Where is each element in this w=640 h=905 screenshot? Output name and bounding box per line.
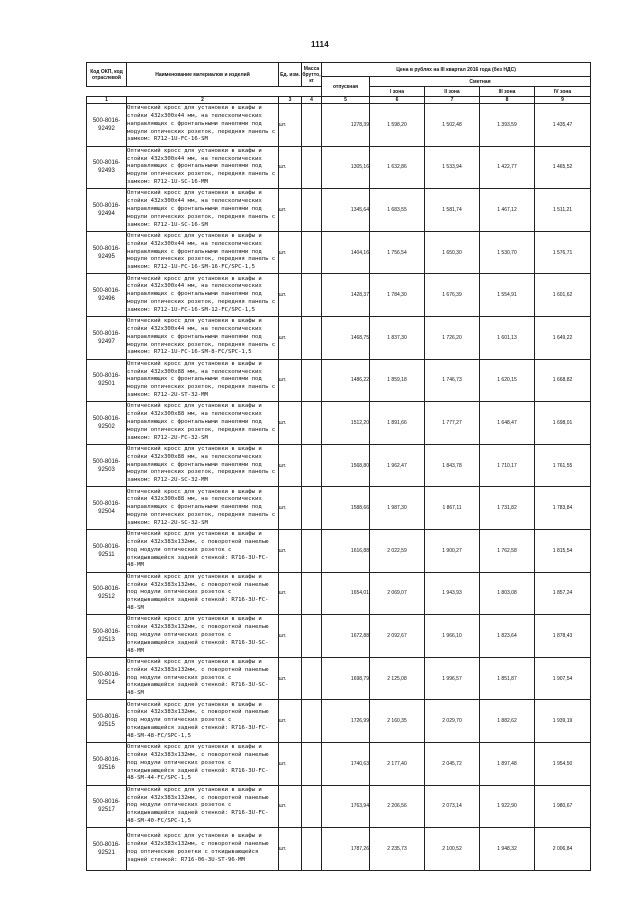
price-release: 1278,39	[322, 104, 370, 147]
price-zone-1: 1 756,54	[370, 231, 425, 274]
price-zone-1: 1 683,55	[370, 189, 425, 232]
column-number: 2	[127, 97, 279, 104]
item-name-text: Оптический кросс для установки в шкафы и стойки 432х300х44 мм, на телескопических направляющих с фронтальными панелями под модули оптических розеток, передняя панель с замком: R712-1U-FC-16-SM-8-FC/SPC-1,5	[127, 318, 276, 356]
item-name-text: Оптический кросс для установки в шкафы и стойки 432х300х44 мм, на телескопических направляющих с фронтальными панелями под модули оптических розеток, передняя панель с замком: R712-1U-SC-16-SM	[127, 190, 276, 228]
price-zone-2: 1 533,94	[425, 146, 480, 189]
price-zone-1: 2 206,56	[370, 785, 425, 828]
item-mass	[302, 274, 322, 317]
item-unit: шт.	[279, 316, 302, 359]
item-code: 500-8016-92516	[87, 742, 127, 785]
item-name-text: Оптический кросс для установки в шкафы и стойки 432х300х44 мм, на телескопических направляющих с фронтальными панелями под модули оптических розеток, передняя панель с замком: R712-1U-SC-16-MM	[127, 147, 276, 186]
item-mass	[302, 104, 322, 147]
price-zone-3: 1 897,48	[480, 742, 535, 785]
header-estimate: Сметная	[370, 77, 591, 87]
item-unit: шт.	[279, 402, 302, 445]
price-release: 1740,63	[322, 742, 370, 785]
price-release: 1512,20	[322, 402, 370, 445]
column-number-row	[87, 97, 591, 104]
item-name-text: Оптический кросс для установки в шкафы и стойки 432х300х88 мм, на телескопических направляющих с фронтальными панелями под модули оптических розеток, передняя панель с замком: R712-2U-SC-32-MM	[127, 446, 276, 484]
price-zone-4: 1 783,84	[535, 487, 591, 530]
column-number: 1	[87, 97, 127, 104]
price-zone-2: 1 581,74	[425, 189, 480, 232]
item-mass	[302, 785, 322, 828]
price-zone-3: 1 731,82	[480, 487, 535, 530]
price-release: 1428,37	[322, 274, 370, 317]
item-name	[127, 316, 279, 359]
item-mass	[302, 146, 322, 189]
item-name-text: Оптический кросс для установки в шкафы и стойки 432х383х132мм, с поворотной панелью под модули оптических розеток с откидывающейся задней стенкой: R716-3U-FC-48-SM-44-FC/SPC-1,5	[127, 744, 269, 782]
price-zone-4: 1 939,19	[535, 700, 591, 743]
price-zone-1: 1 837,30	[370, 316, 425, 359]
price-zone-2: 1 996,57	[425, 657, 480, 700]
price-zone-4: 1 954,50	[535, 742, 591, 785]
item-name	[127, 231, 279, 274]
table-row	[87, 104, 591, 147]
item-name-text: Оптический кросс для установки в шкафы и стойки 432х383х132мм, с поворотной панелью под модули оптических розеток с откидывающейся задней стенкой: R716-3U-SC-48-MM	[127, 616, 269, 654]
price-zone-3: 1 851,87	[480, 657, 535, 700]
header-zone-1: I зона	[370, 87, 425, 97]
item-name-text: Оптический кросс для установки в шкафы и стойки 432х300х44 мм, на телескопических направляющих с фронтальными панелями под модули оптических розеток, передняя панель с замком: R712-1U-FC-16-SM-12-FC/SPC-1,5	[127, 275, 276, 313]
header-price-title: Цена в рублях на III квартал 2016 года (без НДС)	[322, 63, 591, 77]
price-release: 1654,01	[322, 572, 370, 615]
table-body	[87, 104, 591, 871]
price-release: 1588,66	[322, 487, 370, 530]
item-unit: шт.	[279, 104, 302, 147]
header-zone-4: IV зона	[535, 87, 591, 97]
item-mass	[302, 231, 322, 274]
table-row	[87, 402, 591, 445]
price-zone-1: 2 069,07	[370, 572, 425, 615]
column-number: 3	[279, 97, 302, 104]
item-code: 500-8016-92521	[87, 828, 127, 871]
price-release: 1672,88	[322, 615, 370, 658]
item-unit: шт.	[279, 274, 302, 317]
price-zone-4: 2 006,84	[535, 828, 591, 871]
header-name: Наименование материалов и изделий	[127, 63, 279, 87]
item-code: 500-8016-92511	[87, 529, 127, 572]
price-zone-1: 1 632,86	[370, 146, 425, 189]
price-zone-4: 1 435,47	[535, 104, 591, 147]
price-zone-4: 1 576,71	[535, 231, 591, 274]
price-release: 1305,16	[322, 146, 370, 189]
item-code: 500-8016-92512	[87, 572, 127, 615]
price-zone-3: 1 601,13	[480, 316, 535, 359]
item-name	[127, 785, 279, 828]
column-number: 5	[322, 97, 370, 104]
item-unit: шт.	[279, 700, 302, 743]
price-release: 1568,80	[322, 444, 370, 487]
item-name	[127, 359, 279, 402]
price-zone-4: 1 465,52	[535, 146, 591, 189]
price-zone-4: 1 857,24	[535, 572, 591, 615]
item-mass	[302, 529, 322, 572]
price-release: 1468,75	[322, 316, 370, 359]
price-release: 1787,26	[322, 828, 370, 871]
item-name-text: Оптический кросс для установки в шкафы и стойки 432х383х132мм, с поворотной панелью под модули оптических розеток с откидывающейся задней стенкой: R716-3U-FC-48-SM-48-FC/SPC-1,5	[127, 701, 269, 739]
item-name-text: Оптический кросс для установки в шкафы и стойки 432х300х44 мм, на телескопических направляющих с фронтальными панелями под модули оптических розеток, передняя панель с замком: R712-1U-FC-16-SM	[127, 105, 276, 143]
item-code: 500-8016-92493	[87, 146, 127, 189]
table-row	[87, 828, 591, 871]
price-zone-2: 1 943,93	[425, 572, 480, 615]
table-row	[87, 274, 591, 317]
item-name-text: Оптический кросс для установки в шкафы и стойки 432х300х44 мм, на телескопических направляющих с фронтальными панелями под модули оптических розеток, передняя панель с замком: R712-1U-FC-16-SM-16-FC/SPC-1,5	[127, 233, 276, 271]
price-zone-1: 1 598,20	[370, 104, 425, 147]
table-row	[87, 316, 591, 359]
item-name-text: Оптический кросс для установки в шкафы и стойки 432х383х132мм, с поворотной панелью под модули оптических розеток с откидывающейся задней стенкой: R716-3U-FC-48-SM	[127, 573, 269, 612]
price-zone-4: 1 815,54	[535, 529, 591, 572]
table-row	[87, 231, 591, 274]
item-code: 500-8016-92495	[87, 231, 127, 274]
item-unit: шт.	[279, 572, 302, 615]
price-zone-4: 1 980,67	[535, 785, 591, 828]
price-zone-3: 1 422,77	[480, 146, 535, 189]
table-row	[87, 487, 591, 530]
page-number: 1114	[310, 40, 330, 49]
item-name	[127, 189, 279, 232]
price-zone-2: 2 029,70	[425, 700, 480, 743]
price-zone-2: 1 502,48	[425, 104, 480, 147]
column-number: 6	[370, 97, 425, 104]
price-zone-1: 2 235,73	[370, 828, 425, 871]
item-name	[127, 615, 279, 658]
table-row	[87, 572, 591, 615]
price-zone-2: 1 966,10	[425, 615, 480, 658]
item-name	[127, 742, 279, 785]
item-mass	[302, 700, 322, 743]
item-code: 500-8016-92515	[87, 700, 127, 743]
item-name	[127, 700, 279, 743]
table-row	[87, 615, 591, 658]
price-zone-1: 2 092,67	[370, 615, 425, 658]
price-zone-3: 1 710,17	[480, 444, 535, 487]
item-name-text: Оптический кросс для установки в шкафы и стойки 432х300х88 мм, на телескопических направляющих с фронтальными панелями под модули оптических розеток, передняя панель с замком: R712-2U-FC-32-SM	[127, 403, 276, 441]
price-zone-4: 1 761,55	[535, 444, 591, 487]
price-zone-3: 1 530,70	[480, 231, 535, 274]
price-zone-3: 1 803,08	[480, 572, 535, 615]
column-number: 9	[535, 97, 591, 104]
header-zone-3: III зона	[480, 87, 535, 97]
price-zone-2: 1 900,27	[425, 529, 480, 572]
item-mass	[302, 402, 322, 445]
item-name-text: Оптический кросс для установки в шкафы и стойки 432х383х132мм, с поворотной панелью под модули оптических розеток с откидывающейся задней стенкой: R716-3U-FC-48-SM-40-FC/SPC-1,5	[127, 786, 269, 824]
column-number: 4	[302, 97, 322, 104]
item-name	[127, 828, 279, 871]
price-zone-1: 1 784,30	[370, 274, 425, 317]
table-row	[87, 444, 591, 487]
column-number: 7	[425, 97, 480, 104]
item-code: 500-8016-92492	[87, 104, 127, 147]
item-mass	[302, 572, 322, 615]
item-name-text: Оптический кросс для установки в шкафы и стойки 432х383х132мм, с поворотной панелью под модули оптических розеток с откидывающейся задней стенкой: R716-3U-FC-48-MM	[127, 531, 269, 569]
price-zone-1: 1 859,18	[370, 359, 425, 402]
price-release: 1763,94	[322, 785, 370, 828]
header-release: отпускная	[322, 77, 370, 97]
item-unit: шт.	[279, 444, 302, 487]
price-zone-4: 1 698,01	[535, 402, 591, 445]
item-unit: шт.	[279, 785, 302, 828]
price-zone-1: 1 891,66	[370, 402, 425, 445]
item-code: 500-8016-92496	[87, 274, 127, 317]
item-code: 500-8016-92514	[87, 657, 127, 700]
item-mass	[302, 189, 322, 232]
item-name	[127, 572, 279, 615]
item-name-text: Оптический кросс для установки в шкафы и стойки 432х383х132мм, с поворотной панелью под модули оптических розеток с откидывающейся задней стенкой: R716-3U-SC-48-SM	[127, 659, 269, 697]
item-unit: шт.	[279, 828, 302, 871]
header-mass: Масса брутто, кг	[302, 63, 322, 87]
price-zone-1: 2 160,35	[370, 700, 425, 743]
item-mass	[302, 742, 322, 785]
price-zone-1: 2 022,59	[370, 529, 425, 572]
price-zone-4: 1 649,22	[535, 316, 591, 359]
price-zone-4: 1 878,43	[535, 615, 591, 658]
item-mass	[302, 487, 322, 530]
item-unit: шт.	[279, 529, 302, 572]
price-zone-2: 1 676,39	[425, 274, 480, 317]
table-row	[87, 785, 591, 828]
price-zone-3: 1 762,58	[480, 529, 535, 572]
item-name-text: Оптический кросс для установки в шкафы и стойки 432х300х88 мм, на телескопических направляющих с фронтальными панелями под модули оптических розеток, передняя панель с замком: R712-2U-SC-32-SM	[127, 488, 276, 526]
item-name	[127, 657, 279, 700]
price-zone-3: 1 922,90	[480, 785, 535, 828]
item-code: 500-8016-92513	[87, 615, 127, 658]
price-release: 1404,16	[322, 231, 370, 274]
price-zone-3: 1 882,62	[480, 700, 535, 743]
item-code: 500-8016-92504	[87, 487, 127, 530]
price-zone-3: 1 620,15	[480, 359, 535, 402]
column-number: 8	[480, 97, 535, 104]
price-zone-4: 1 907,54	[535, 657, 591, 700]
item-name	[127, 402, 279, 445]
price-zone-3: 1 393,59	[480, 104, 535, 147]
header-code: Код ОКП, код отраслевой	[87, 63, 127, 87]
header-unit: Ед. изм.	[279, 63, 302, 87]
item-mass	[302, 444, 322, 487]
item-code: 500-8016-92503	[87, 444, 127, 487]
table-row	[87, 657, 591, 700]
price-zone-1: 2 177,40	[370, 742, 425, 785]
price-release: 1698,79	[322, 657, 370, 700]
price-zone-2: 1 777,27	[425, 402, 480, 445]
price-zone-4: 1 601,62	[535, 274, 591, 317]
item-unit: шт.	[279, 146, 302, 189]
table-row	[87, 700, 591, 743]
item-name-text: Оптический кросс для установки в шкафы и стойки 432х383х132мм, с поворотной панелью под оптические розетки с откидывающейся задней стенкой: R716-06-3U-ST-96-MM	[127, 833, 269, 863]
item-unit: шт.	[279, 742, 302, 785]
table-row	[87, 189, 591, 232]
table-row	[87, 146, 591, 189]
item-unit: шт.	[279, 359, 302, 402]
item-unit: шт.	[279, 487, 302, 530]
item-mass	[302, 657, 322, 700]
price-zone-3: 1 948,32	[480, 828, 535, 871]
price-zone-3: 1 823,64	[480, 615, 535, 658]
price-zone-1: 2 125,08	[370, 657, 425, 700]
price-zone-4: 1 511,21	[535, 189, 591, 232]
item-mass	[302, 359, 322, 402]
price-zone-3: 1 648,47	[480, 402, 535, 445]
item-mass	[302, 615, 322, 658]
item-mass	[302, 316, 322, 359]
item-unit: шт.	[279, 189, 302, 232]
price-release: 1486,22	[322, 359, 370, 402]
item-name	[127, 274, 279, 317]
price-zone-3: 1 554,91	[480, 274, 535, 317]
table-row	[87, 742, 591, 785]
price-zone-1: 1 987,30	[370, 487, 425, 530]
price-release: 1345,64	[322, 189, 370, 232]
price-zone-2: 1 746,73	[425, 359, 480, 402]
price-zone-2: 2 073,14	[425, 785, 480, 828]
table-header	[87, 63, 591, 104]
item-code: 500-8016-92517	[87, 785, 127, 828]
item-code: 500-8016-92501	[87, 359, 127, 402]
table-row	[87, 359, 591, 402]
table-row	[87, 529, 591, 572]
price-release: 1616,88	[322, 529, 370, 572]
item-code: 500-8016-92497	[87, 316, 127, 359]
price-zone-2: 2 045,72	[425, 742, 480, 785]
item-mass	[302, 828, 322, 871]
price-zone-3: 1 467,12	[480, 189, 535, 232]
price-zone-2: 1 650,30	[425, 231, 480, 274]
item-name	[127, 529, 279, 572]
price-table	[86, 62, 591, 871]
item-name	[127, 487, 279, 530]
price-zone-1: 1 962,47	[370, 444, 425, 487]
price-zone-2: 1 867,11	[425, 487, 480, 530]
item-code: 500-8016-92494	[87, 189, 127, 232]
item-name	[127, 104, 279, 147]
price-zone-2: 1 843,78	[425, 444, 480, 487]
item-code: 500-8016-92502	[87, 402, 127, 445]
price-release: 1726,99	[322, 700, 370, 743]
item-name-text: Оптический кросс для установки в шкафы и стойки 432х300х88 мм, на телескопических направляющих с фронтальными панелями под модули оптических розеток, передняя панель с замком: R712-2U-ST-32-MM	[127, 360, 276, 399]
item-unit: шт.	[279, 231, 302, 274]
item-unit: шт.	[279, 657, 302, 700]
price-zone-2: 2 100,52	[425, 828, 480, 871]
price-zone-4: 1 668,82	[535, 359, 591, 402]
price-zone-2: 1 726,20	[425, 316, 480, 359]
item-name	[127, 444, 279, 487]
item-unit: шт.	[279, 615, 302, 658]
item-name	[127, 146, 279, 189]
header-zone-2: II зона	[425, 87, 480, 97]
